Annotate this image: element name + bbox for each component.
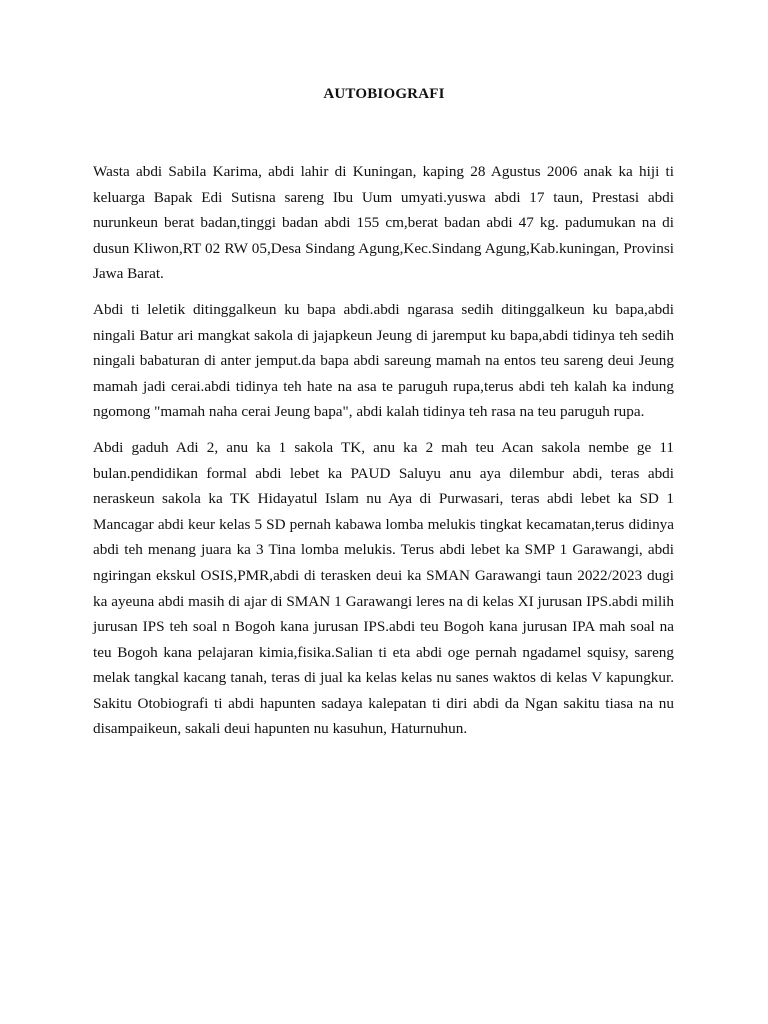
paragraph-3: Abdi gaduh Adi 2, anu ka 1 sakola TK, anu ka 2 mah teu Acan sakola nembe ge 11 bulan.pendidikan formal abdi lebet ka PAUD Saluyu anu aya dilembur abdi, teras abdi neraskeun sakola ka TK Hidayatul Islam nu Aya di Purwasari, teras abdi lebet ka SD 1 Mancagar abdi keur kelas 5 SD pernah kabawa lomba melukis tingkat kecamatan,terus didinya abdi teh menang juara ka 3 Tina lomba melukis. Terus abdi lebet ka SMP 1 Garawangi, abdi ngiringan ekskul OSIS,PMR,abdi di terasken deui ka SMAN Garawangi taun 2022/2023 dugi ka ayeuna abdi masih di ajar di SMAN 1 Garawangi leres na di kelas XI jurusan IPS.abdi milih jurusan IPS teh soal n Bogoh kana jurusan IPS.abdi teu Bogoh kana jurusan IPA mah soal na teu Bogoh kana pelajaran kimia,fisika.Salian ti eta abdi oge pernah ngadamel squisy, sareng melak tangkal kacang tanah, teras di jual ka kelas kelas nu sanes waktos di kelas V kapungkur. Sakitu Otobiografi ti abdi hapunten sadaya kalepatan ti diri abdi da Ngan sakitu tiasa na nu disampaikeun, sakali deui hapunten nu kasuhun, Haturnuhun. [93, 438, 674, 738]
paragraph-1: Wasta abdi Sabila Karima, abdi lahir di Kuningan, kaping 28 Agustus 2006 anak ka hiji ti keluarga Bapak Edi Sutisna sareng Ibu Uum umyati.yuswa abdi 17 taun, Prestasi abdi nurunkeun berat badan,tinggi badan abdi 155 cm,berat badan abdi 47 kg. padumukan na di dusun Kliwon,RT 02 RW 05,Desa Sindang Agung,Kec.Sindang Agung,Kab.kuningan, Provinsi Jawa Barat. [93, 163, 674, 283]
document-title: AUTOBIOGRAFI [323, 86, 445, 102]
paragraph-2: Abdi ti leletik ditinggalkeun ku bapa abdi.abdi ngarasa sedih ditinggalkeun ku bapa,abdi ningali Batur ari mangkat sakola di jajapkeun Jeung di jaremput ku bapa,abdi tidinya teh sedih ningali babaturan di anter jemput.da bapa abdi sareung mamah na entos teu sareng deui Jeung mamah jadi cerai.abdi tidinya teh hate na asa te paruguh rupa,terus abdi teh kalah ka indung ngomong "mamah naha cerai Jeung bapa", abdi kalah tidinya teh rasa na teu paruguh rupa. [93, 300, 674, 421]
document-body [93, 159, 674, 752]
